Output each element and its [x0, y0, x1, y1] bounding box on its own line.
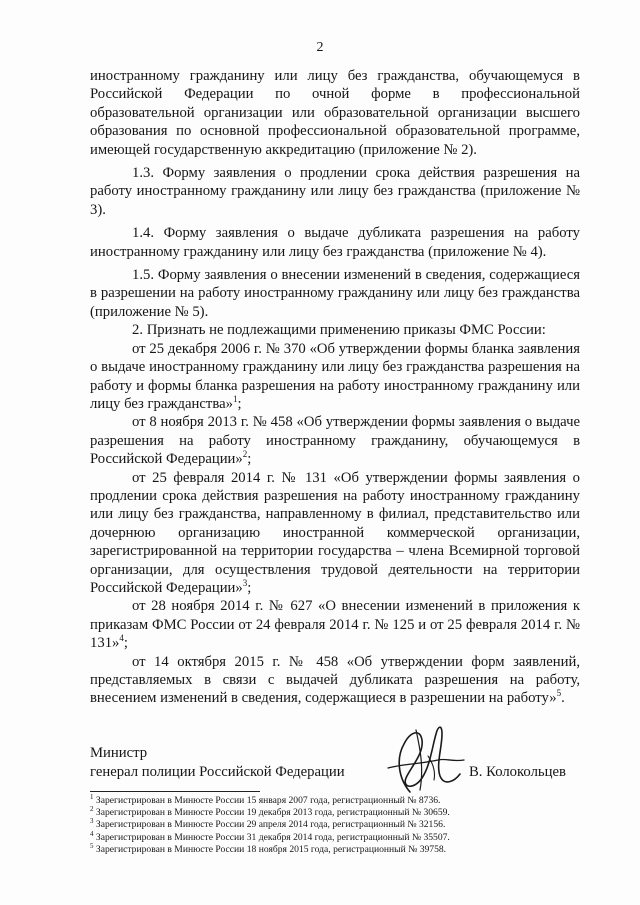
handwritten-signature-icon — [380, 718, 470, 798]
repealed-order-2013-458: от 8 ноября 2013 г. № 458 «Об утверждении формы заявления о выдаче разрешения на работу иностранному гражданину, обучающемуся в Российской Федерации»$^2$; — [90, 414, 580, 468]
paragraph-item-1-3: 1.3. Форму заявления о продлении срока действия разрешения на работу иностранному гражданину или лицу без гражданства (приложение № 3). — [90, 165, 580, 218]
paragraph-item-1-4: 1.4. Форму заявления о выдаче дубликата разрешения на работу иностранному гражданину или лицу без гражданства (приложение № 4). — [90, 225, 580, 260]
paragraph-item-2: 2. Признать не подлежащими применению приказы ФМС России: — [132, 322, 546, 339]
footnote-ref: 5 — [556, 688, 562, 699]
signer-rank: генерал полиции Российской Федерации — [90, 764, 345, 780]
signature-block — [90, 744, 580, 792]
footnote-5: $^5$ Зарегистрирован в Минюсте России 18 ноября 2015 года, регистрационный № 39758. — [90, 841, 447, 855]
footnote-ref: 1 — [232, 394, 238, 405]
signer-title: Министр — [90, 745, 148, 761]
footnote-1: $^1$ Зарегистрирован в Минюсте России 15 января 2007 года, регистрационный № 8736. — [90, 792, 441, 806]
repealed-order-2014-627: от 28 ноября 2014 г. № 627 «О внесении изменений в приложения к приказам ФМС России от 24 февраля 2014 г. № 125 и от 25 февраля 2014 г. № 131»$^4$; — [90, 598, 580, 652]
repealed-order-2006-370: от 25 декабря 2006 г. № 370 «Об утверждении формы бланка заявления о выдаче иностранному гражданину или лицу без гражданства разрешения на работу и формы бланка разрешения на работу иностранному гражданину или лицу без гражданства»$^1$; — [90, 340, 580, 412]
footnotes — [90, 792, 580, 856]
signer-name: В. Колокольцев — [469, 764, 566, 780]
footnote-4: $^4$ Зарегистрирован в Минюсте России 31 декабря 2014 года, регистрационный № 35507. — [90, 829, 450, 843]
page-number: 2 — [316, 40, 324, 55]
repealed-order-2014-131: от 25 февраля 2014 г. № 131 «Об утверждении формы заявления о продлении срока действия разрешения на работу иностранному гражданину или лицу без гражданства, направленному в филиал, представительство или дочернюю организацию иностранной коммерческой организации, зарегистрированной на территории государства – члена Всемирной торговой организации, для осуществления трудовой деятельности на территории Российской Федерации»$^3$; — [90, 469, 580, 596]
footnote-3: $^3$ Зарегистрирован в Минюсте России 29 апреля 2014 года, регистрационный № 32156. — [90, 817, 446, 831]
footnote-divider — [90, 791, 260, 792]
footnote-ref: 4 — [119, 633, 124, 644]
footnote-2: $^2$ Зарегистрирован в Минюсте России 19 декабря 2013 года, регистрационный № 30659. — [90, 805, 450, 819]
footnote-ref: 3 — [242, 578, 248, 589]
paragraph-item-1-5: 1.5. Форму заявления о внесении изменений в сведения, содержащиеся в разрешении на работу иностранному гражданину или лицу без гражданства (приложение № 5). — [90, 267, 580, 320]
document-body — [90, 67, 580, 708]
footnote-ref: 2 — [242, 449, 248, 460]
repealed-order-2015-458: от 14 октября 2015 г. № 458 «Об утверждении форм заявлений, представляемых в связи с выдачей дубликата разрешения на работу, внесением изменений в сведения, содержащиеся в разрешении на работу»$^5$. — [90, 653, 580, 707]
paragraph-continuation: иностранному гражданину или лицу без гражданства, обучающемуся в Российской Федерации по очной форме в профессиональной образовательной организации или образовательной организации высшего образования по основной профессиональной образовательной программе, имеющей государственную аккредитацию (приложение № 2). — [90, 68, 580, 158]
